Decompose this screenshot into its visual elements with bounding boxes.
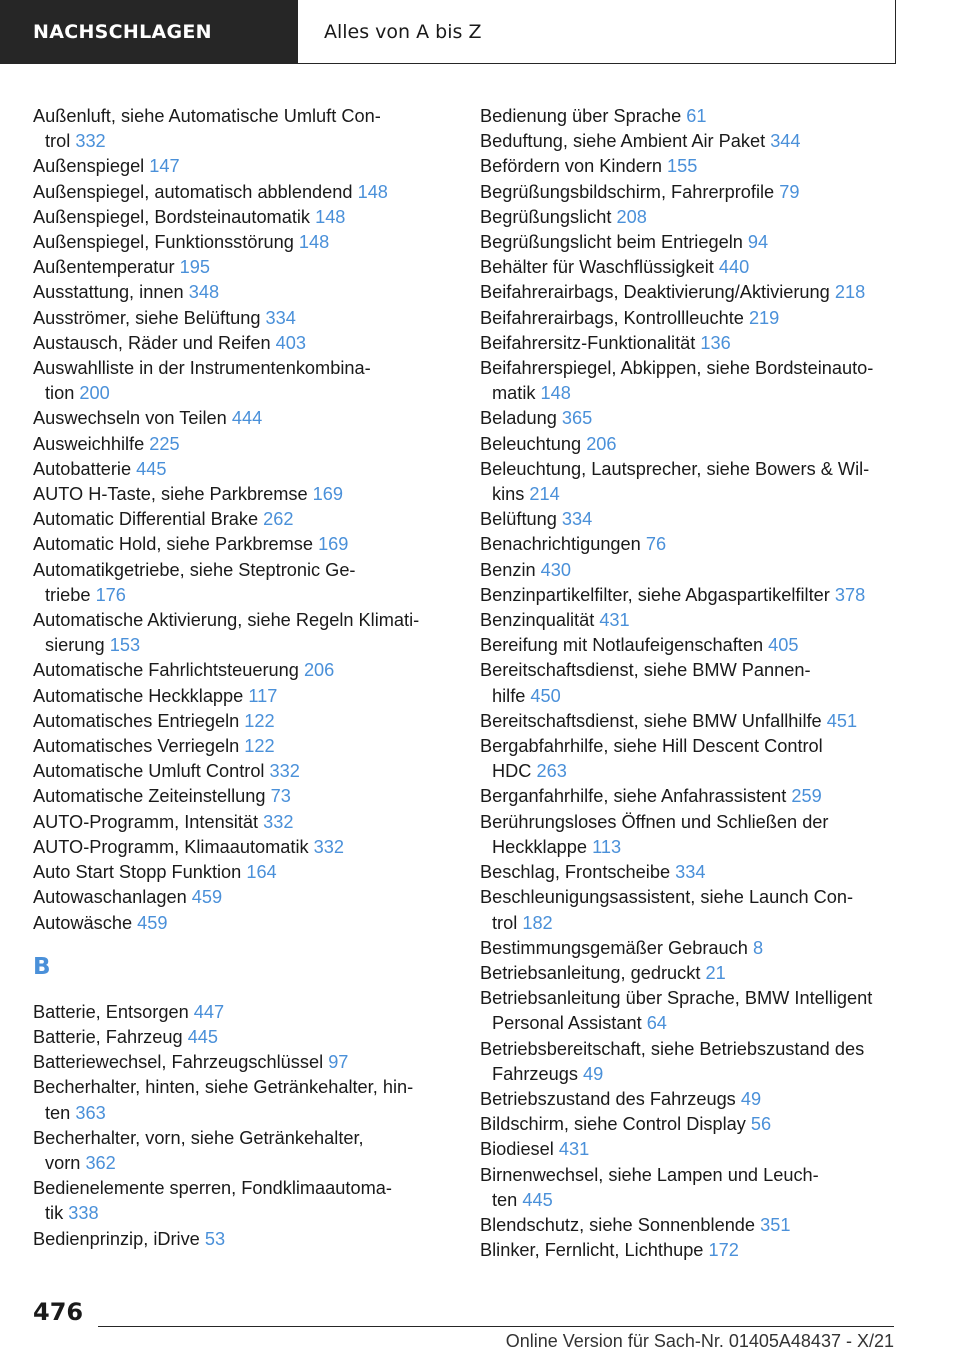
page-link[interactable]: 148 xyxy=(298,232,330,253)
index-entry: Automatische Aktivierung, siehe Regeln Klimati- sierung 153 xyxy=(33,610,420,656)
page-link[interactable]: 440 xyxy=(718,257,750,278)
index-entry: Beleuchtung 206 xyxy=(480,433,617,454)
index-entry: Automatikgetriebe, siehe Steptronic Ge- triebe 176 xyxy=(33,559,356,605)
page-title xyxy=(310,0,896,64)
page-link[interactable]: 431 xyxy=(558,1139,590,1160)
index-entry: Becherhalter, hinten, siehe Getränkehalter, hin- ten 363 xyxy=(33,1077,414,1123)
index-entry: Außentemperatur 195 xyxy=(33,257,210,278)
index-entry: Austausch, Räder und Reifen 403 xyxy=(33,332,307,353)
page-link[interactable]: 169 xyxy=(318,534,349,555)
index-entry: Behälter für Waschflüssigkeit 440 xyxy=(480,257,750,278)
index-entry: Begrüßungslicht 208 xyxy=(480,206,647,227)
page-link[interactable]: 73 xyxy=(270,786,291,807)
index-entry: Berganfahrhilfe, siehe Anfahrassistent 259 xyxy=(480,786,822,807)
page-link[interactable]: 148 xyxy=(315,206,346,227)
page-link[interactable]: 97 xyxy=(328,1052,349,1073)
index-entry: Betriebsbereitschaft, siehe Betriebszustand des Fahrzeugs 49 xyxy=(480,1038,865,1084)
page-link[interactable]: 459 xyxy=(137,912,168,933)
page-link[interactable]: 136 xyxy=(700,332,731,353)
page-title-label: Alles von A bis Z xyxy=(324,20,482,43)
page-link[interactable]: 344 xyxy=(770,131,801,152)
page-link[interactable]: 332 xyxy=(263,811,294,832)
index-entry: Berührungsloses Öffnen und Schließen der Heckklappe 113 xyxy=(480,811,829,857)
index-entry: Birnenwechsel, siehe Lampen und Leuch- ten 445 xyxy=(480,1164,819,1210)
index-entry: Batterie, Fahrzeug 445 xyxy=(33,1026,219,1047)
index-entry: Automatische Zeiteinstellung 73 xyxy=(33,786,291,807)
page-link[interactable]: 79 xyxy=(779,181,800,202)
page-link[interactable]: 447 xyxy=(193,1001,225,1022)
index-entry: Betriebszustand des Fahrzeugs 49 xyxy=(480,1088,762,1109)
page-link[interactable]: 122 xyxy=(244,710,275,731)
index-entry: Außenspiegel, Funktionsstörung 148 xyxy=(33,232,330,253)
page-link[interactable]: 225 xyxy=(149,433,180,454)
index-entry: Automatische Heckklappe 117 xyxy=(33,685,278,706)
index-entry: Benzinqualität 431 xyxy=(480,610,630,631)
page-link[interactable]: 218 xyxy=(834,282,866,303)
page-link[interactable]: 182 xyxy=(522,912,553,933)
index-entry: Auswechseln von Teilen 444 xyxy=(33,408,263,429)
index-entry: Bergabfahrhilfe, siehe Hill Descent Control HDC 263 xyxy=(480,736,823,782)
page-link[interactable]: 195 xyxy=(179,257,210,278)
index-column-left xyxy=(33,104,448,1252)
page-link[interactable]: 49 xyxy=(740,1088,762,1109)
index-entry: AUTO-Programm, Klimaautomatik 332 xyxy=(33,836,344,857)
index-entry: Blinker, Fernlicht, Lichthupe 172 xyxy=(480,1240,739,1261)
section-tab xyxy=(0,0,298,64)
index-entry: Automatisches Entriegeln 122 xyxy=(33,710,275,731)
page-link[interactable]: 351 xyxy=(760,1214,791,1235)
index-entry: Autobatterie 445 xyxy=(33,458,167,479)
index-entry: Außenspiegel, Bordsteinautomatik 148 xyxy=(33,206,346,227)
online-version-note: Online Version für Sach-Nr. 01405A48437 - X/21 xyxy=(505,1331,894,1351)
page-link[interactable]: 445 xyxy=(187,1026,219,1047)
index-entry: Benzin 430 xyxy=(480,559,572,580)
index-entry: Bereifung mit Notlaufeigenschaften 405 xyxy=(480,635,799,656)
page-link[interactable]: 49 xyxy=(582,1063,604,1084)
index-entry: Beschlag, Frontscheibe 334 xyxy=(480,862,706,883)
page-link[interactable]: 147 xyxy=(149,156,180,177)
header-divider xyxy=(298,63,310,64)
index-entry: Außenspiegel, automatisch abblendend 148 xyxy=(33,181,388,202)
page-link[interactable]: 365 xyxy=(561,408,593,429)
index-entry: Beschleunigungsassistent, siehe Launch Con- trol 182 xyxy=(480,887,854,933)
page-link[interactable]: 338 xyxy=(68,1203,99,1224)
section-tab-label: NACHSCHLAGEN xyxy=(33,21,212,43)
index-entry: Beifahrerairbags, Deaktivierung/Aktivierung 218 xyxy=(480,282,866,303)
page-link[interactable]: 378 xyxy=(834,584,866,605)
page-link[interactable]: 332 xyxy=(75,131,106,152)
page-link[interactable]: 164 xyxy=(246,862,277,883)
index-entry: Biodiesel 431 xyxy=(480,1139,590,1160)
page-link[interactable]: 403 xyxy=(275,332,307,353)
index-entry: Bedienelemente sperren, Fondklimaautoma- tik 338 xyxy=(33,1178,392,1224)
index-entry: Begrüßungsbildschirm, Fahrerprofile 79 xyxy=(480,181,800,202)
index-entry: Auswahlliste in der Instrumentenkombina- tion 200 xyxy=(33,358,371,404)
page-link[interactable]: 332 xyxy=(313,836,344,857)
index-entry: Beduftung, siehe Ambient Air Paket 344 xyxy=(480,131,801,152)
index-entry: Bestimmungsgemäßer Gebrauch 8 xyxy=(480,937,764,958)
index-list-b xyxy=(33,1000,448,1252)
index-list-right xyxy=(480,104,900,1263)
page-link[interactable]: 76 xyxy=(645,534,667,555)
index-entry: Benzinpartikelfilter, siehe Abgaspartikelfilter 378 xyxy=(480,584,866,605)
page-link[interactable]: 363 xyxy=(75,1102,106,1123)
page-link[interactable]: 206 xyxy=(303,660,335,681)
index-entry: Außenspiegel 147 xyxy=(33,156,180,177)
index-entry: Befördern von Kindern 155 xyxy=(480,156,698,177)
section-letter-b: B xyxy=(33,953,51,980)
page-link[interactable]: 117 xyxy=(248,685,278,706)
page-link[interactable]: 122 xyxy=(244,736,275,757)
page-link[interactable]: 263 xyxy=(536,761,567,782)
index-entry: Betriebsanleitung über Sprache, BMW Intelligent Personal Assistant 64 xyxy=(480,988,873,1034)
page-link[interactable]: 200 xyxy=(79,383,110,404)
index-entry: Begrüßungslicht beim Entriegeln 94 xyxy=(480,232,769,253)
page-link[interactable]: 94 xyxy=(747,232,769,253)
page-link[interactable]: 450 xyxy=(530,685,561,706)
page-link[interactable]: 334 xyxy=(675,862,706,883)
page-link[interactable]: 169 xyxy=(312,484,343,505)
page-link[interactable]: 148 xyxy=(540,383,571,404)
index-entry: Automatic Differential Brake 262 xyxy=(33,509,294,530)
index-entry: Automatische Fahrlichtsteuerung 206 xyxy=(33,660,335,681)
index-entry: Belüftung 334 xyxy=(480,509,593,530)
index-entry: Bereitschaftsdienst, siehe BMW Unfallhilfe 451 xyxy=(480,710,858,731)
index-entry: Automatische Umluft Control 332 xyxy=(33,761,300,782)
page-link[interactable]: 56 xyxy=(750,1114,772,1135)
page-link[interactable]: 176 xyxy=(95,584,126,605)
index-entry: Beladung 365 xyxy=(480,408,593,429)
index-entry: Autowäsche 459 xyxy=(33,912,168,933)
index-entry: Beifahrersitz-Funktionalität 136 xyxy=(480,332,731,353)
index-entry: Beifahrerspiegel, Abkippen, siehe Bordsteinauto- matik 148 xyxy=(480,358,874,404)
index-entry: Beifahrerairbags, Kontrollleuchte 219 xyxy=(480,307,780,328)
index-entry: Bedienung über Sprache 61 xyxy=(480,106,707,126)
page-link[interactable]: 172 xyxy=(708,1240,739,1261)
page-link[interactable]: 362 xyxy=(85,1152,116,1173)
page-link[interactable]: 259 xyxy=(791,786,822,807)
index-column-right xyxy=(480,104,900,1263)
index-entry: Bildschirm, siehe Control Display 56 xyxy=(480,1114,772,1135)
page-link[interactable]: 444 xyxy=(231,408,263,429)
page-number: 476 xyxy=(33,1298,84,1326)
index-entry: Automatisches Verriegeln 122 xyxy=(33,736,275,757)
page-link[interactable]: 21 xyxy=(705,962,726,983)
page-link[interactable]: 334 xyxy=(561,509,593,530)
page-link[interactable]: 153 xyxy=(109,635,141,656)
page-link[interactable]: 155 xyxy=(667,156,698,177)
index-entry: Autowaschanlagen 459 xyxy=(33,887,223,908)
page-link[interactable]: 445 xyxy=(522,1189,553,1210)
page-link[interactable]: 430 xyxy=(540,559,572,580)
index-entry: Becherhalter, vorn, siehe Getränkehalter, vorn 362 xyxy=(33,1127,364,1173)
index-entry: Beleuchtung, Lautsprecher, siehe Bowers & Wil- kins 214 xyxy=(480,458,870,505)
page-link[interactable]: 348 xyxy=(188,282,220,303)
page-link[interactable]: 262 xyxy=(263,509,294,530)
index-entry: Batterie, Entsorgen 447 xyxy=(33,1001,225,1022)
page-link[interactable]: 148 xyxy=(357,181,388,202)
index-entry: Auto Start Stopp Funktion 164 xyxy=(33,862,277,883)
index-entry: AUTO H-Taste, siehe Parkbremse 169 xyxy=(33,484,343,505)
page-link[interactable]: 332 xyxy=(269,761,300,782)
page-link[interactable]: 206 xyxy=(586,433,617,454)
index-entry: Ausweichhilfe 225 xyxy=(33,433,180,454)
index-list-a xyxy=(33,104,448,936)
page-link[interactable]: 451 xyxy=(826,710,858,731)
page-link[interactable]: 208 xyxy=(616,206,647,227)
index-entry: Ausströmer, siehe Belüftung 334 xyxy=(33,307,296,328)
page-link[interactable]: 61 xyxy=(686,106,707,126)
footer-divider xyxy=(98,1326,894,1327)
page-link[interactable]: 445 xyxy=(136,458,167,479)
index-entry: Ausstattung, innen 348 xyxy=(33,282,220,303)
index-entry: Benachrichtigungen 76 xyxy=(480,534,667,555)
index-entry: Blendschutz, siehe Sonnenblende 351 xyxy=(480,1214,791,1235)
page-link[interactable]: 64 xyxy=(646,1013,667,1034)
index-entry: Batteriewechsel, Fahrzeugschlüssel 97 xyxy=(33,1052,349,1073)
page-link[interactable]: 53 xyxy=(204,1228,226,1249)
page-link[interactable]: 8 xyxy=(752,937,764,958)
page-link[interactable]: 214 xyxy=(529,484,560,505)
index-entry: Bereitschaftsdienst, siehe BMW Pannen- hilfe 450 xyxy=(480,660,811,706)
index-entry: AUTO-Programm, Intensität 332 xyxy=(33,811,294,832)
page-link[interactable]: 405 xyxy=(768,635,799,656)
index-entry: Bedienprinzip, iDrive 53 xyxy=(33,1228,226,1249)
page-link[interactable]: 334 xyxy=(265,307,296,328)
index-entry: Betriebsanleitung, gedruckt 21 xyxy=(480,962,726,983)
page-link[interactable]: 431 xyxy=(599,610,630,631)
page-link[interactable]: 219 xyxy=(748,307,780,328)
index-entry: Automatic Hold, siehe Parkbremse 169 xyxy=(33,534,349,555)
index-entry: Außenluft, siehe Automatische Umluft Con- trol 332 xyxy=(33,106,381,152)
page-link[interactable]: 113 xyxy=(592,836,622,857)
page-link[interactable]: 459 xyxy=(191,887,223,908)
